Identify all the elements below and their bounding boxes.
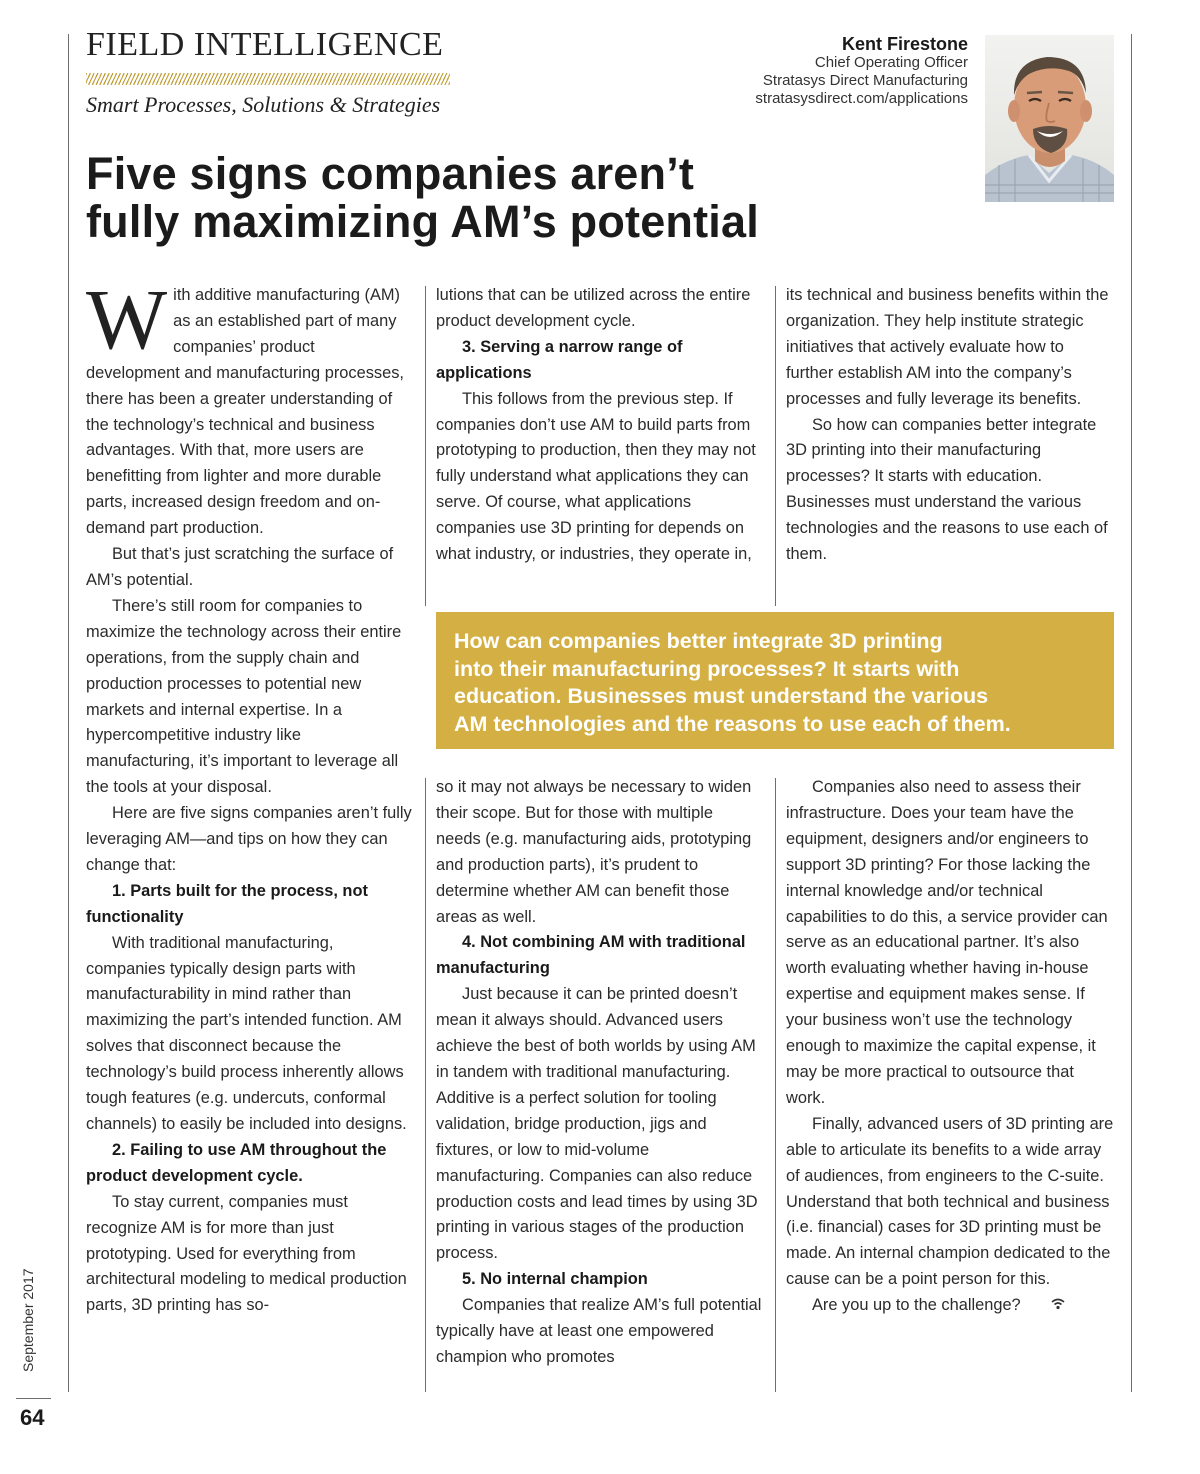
subheading-2: 2. Failing to use AM throughout the product development cycle. (86, 1140, 387, 1185)
paragraph-text: ith additive manufacturing (AM) as an established part of many companies’ product development and manufacturing processes, there has been a greater understanding of the technology’s technical and business advantages. With that, more users are benefitting from lighter and more durable parts, increased design freedom and on-demand part production. (86, 286, 404, 538)
author-block (568, 34, 968, 108)
column-2-bottom (436, 775, 762, 1371)
section-tagline: Smart Processes, Solutions & Strategies (86, 92, 441, 117)
subheading-4: 4. Not combining AM with traditional manufacturing (436, 933, 746, 978)
body-paragraph: Finally, advanced users of 3D printing are able to articulate its benefits to a wide array of audiences, from engineers to the C-suite. Understand that both technical and business (i.e. financial) cases for 3D printing must be made. An internal champion dedicated to the cause can be a point person for this. (786, 1114, 1114, 1289)
pull-quote-line: into their manufacturing processes? It starts with (454, 656, 960, 681)
closing-line: Are you up to the challenge? (812, 1296, 1021, 1315)
pull-quote-line: How can companies better integrate 3D printing (454, 629, 943, 653)
column-divider (425, 286, 426, 606)
body-paragraph: Here are five signs companies aren’t fully leveraging AM—and tips on how they can change that: (86, 804, 412, 874)
subheading-1: 1. Parts built for the process, not functionality (86, 881, 368, 926)
column-1 (86, 271, 412, 1319)
author-photo (985, 35, 1114, 202)
subheading-5: 5. No internal champion (462, 1270, 648, 1289)
body-paragraph: With traditional manufacturing, companies typically design parts with manufacturability in mind rather than maximizing the part’s intended function. AM solves that disconnect because the technology’s build process inherently allows tough features (e.g. undercuts, conformal channels) to easily be included into designs. (86, 933, 407, 1133)
drop-cap: W (86, 271, 168, 367)
right-border-line (1131, 34, 1132, 1392)
author-title: Chief Operating Officer (814, 54, 968, 71)
wifi-end-icon (1025, 1293, 1039, 1305)
pull-quote-text (454, 628, 1104, 738)
column-3-top (786, 283, 1114, 568)
left-border-line (68, 34, 69, 1392)
issue-date: September 2017 (20, 1268, 36, 1372)
headline-line-1: Five signs companies aren’t (86, 148, 695, 199)
author-name: Kent Firestone (841, 34, 968, 54)
body-paragraph: so it may not always be necessary to widen their scope. But for those with multiple needs (e.g. manufacturing aids, prototyping and production parts), it’s prudent to determine whether AM can benefit those areas as well. (436, 778, 752, 926)
pull-quote-line: AM technologies and the reasons to use each of them. (454, 711, 1011, 736)
body-paragraph (86, 271, 412, 542)
column-2-top (436, 283, 762, 568)
pull-quote-box (436, 612, 1114, 749)
page-number-rule (16, 1398, 51, 1399)
body-paragraph: So how can companies better integrate 3D printing into their manufacturing processes? It starts with education. Businesses must understand the various technologies and the reasons to use each of them. (786, 415, 1108, 564)
column-divider (775, 286, 776, 606)
body-paragraph: its technical and business benefits within the organization. They help institute strategic initiatives that actively evaluate how to further establish AM into the company’s processes and fully leverage its benefits. (786, 286, 1109, 408)
body-paragraph: But that’s just scratching the surface of AM’s potential. (86, 545, 394, 589)
body-paragraph: lutions that can be utilized across the entire product development cycle. (436, 286, 751, 330)
decorative-hatch-rule (86, 73, 450, 85)
pull-quote-line: education. Businesses must understand the various (454, 684, 989, 708)
body-paragraph: Companies also need to assess their infrastructure. Does your team have the equipment, designers and/or engineers to support 3D printing? For those lacking the internal knowledge and/or technical capabilities to do this, a service provider can serve as an educational partner. It’s also worth evaluating whether having in-house expertise and equipment makes sense. If your business won’t use the technology enough to maximize the capital expense, it may be more practical to outsource that work. (786, 778, 1108, 1107)
body-paragraph: Companies that realize AM’s full potential typically have at least one empowered champion who promotes (436, 1296, 762, 1366)
author-company: Stratasys Direct Manufacturing (762, 72, 968, 89)
body-paragraph: This follows from the previous step. If companies don’t use AM to build parts from prototyping to production, then they may not fully understand what applications they can serve. Of course, what applications companies use 3D printing for depends on what industry, or industries, they operate in, (436, 389, 756, 564)
page-number: 64 (20, 1405, 45, 1430)
body-paragraph (786, 1293, 1114, 1319)
section-title: FIELD INTELLIGENCE (86, 26, 444, 63)
body-paragraph: There’s still room for companies to maximize the technology across their entire operations, from the supply chain and production processes to potential new markets and internal expertise. In a hypercompetitive industry like manufacturing, it’s important to leverage all the tools at your disposal. (86, 596, 402, 797)
body-paragraph: To stay current, companies must recognize AM is for more than just prototyping. Used for everything from architectural modeling to medical production parts, 3D printing has so- (86, 1192, 407, 1315)
column-divider (425, 778, 426, 1392)
article-headline (86, 150, 886, 246)
column-divider (775, 778, 776, 1392)
headline-line-2: fully maximizing AM’s potential (86, 196, 759, 247)
body-paragraph: Just because it can be printed doesn’t mean it always should. Advanced users achieve the best of both worlds by using AM in tandem with traditional manufacturing. Additive is a perfect solution for tooling validation, bridge production, jigs and fixtures, or low to mid-volume manufacturing. Companies can also reduce production costs and lead times by using 3D printing in various stages of the production process. (436, 985, 758, 1263)
subheading-3: 3. Serving a narrow range of applications (436, 337, 683, 382)
author-url[interactable]: stratasysdirect.com/applications (755, 90, 968, 107)
column-3-bottom (786, 775, 1114, 1319)
